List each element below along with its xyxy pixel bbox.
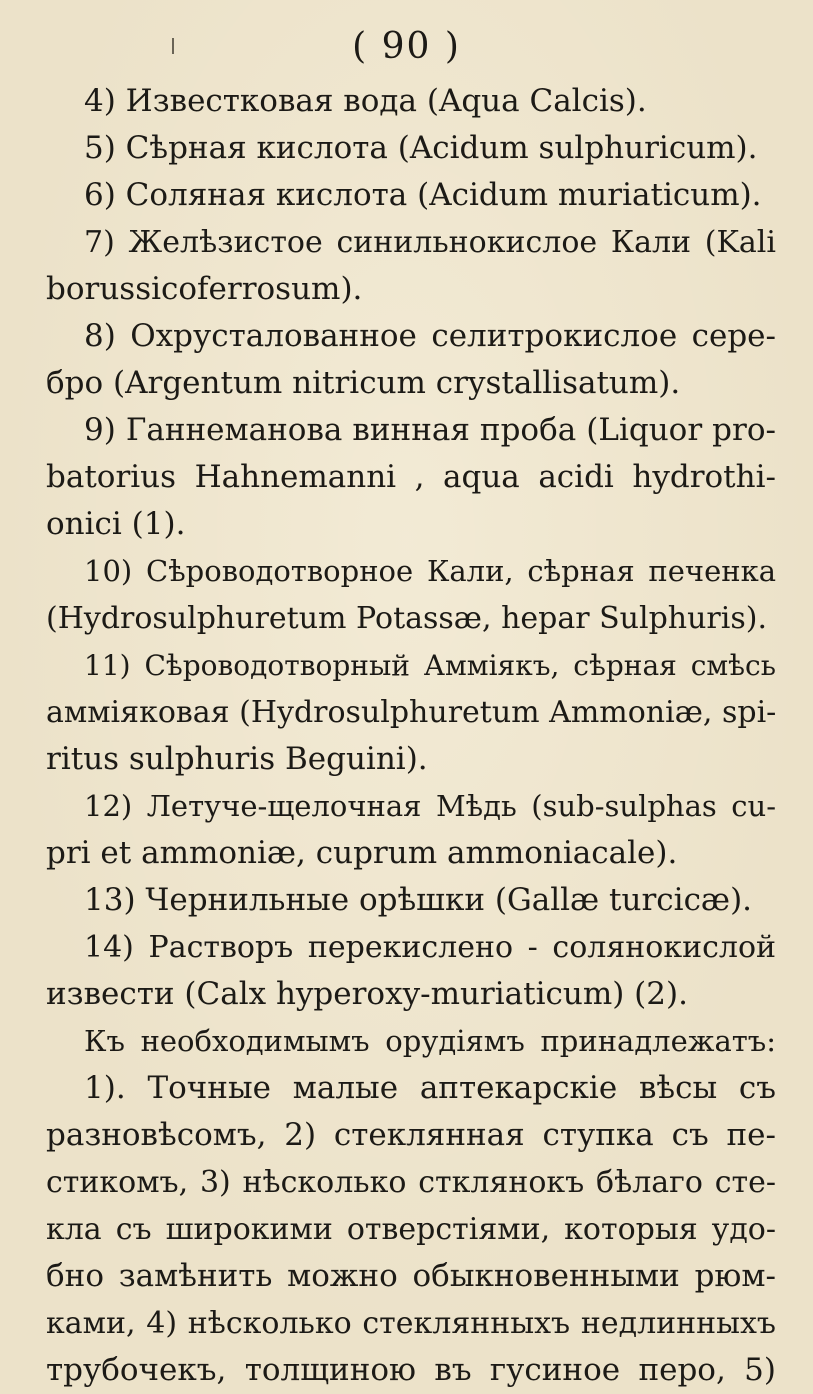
text-line: 5) Сѣрная кислота (Acidum sulphuricum). [84,130,758,166]
text-line: кла съ широкими отверстiями, которыя удо- [46,1212,776,1247]
text-line: Къ необходимымъ орудiямъ принадлежатъ: [84,1024,776,1058]
text-line: 4) Известковая вода (Aqua Calcis). [84,83,647,119]
text-line: бро (Argentum nitricum crystallisatum). [46,365,681,401]
text-line: разновѣсомъ, 2) стеклянная ступка съ пе- [46,1117,776,1153]
text-line: 12) Летуче-щелочная Мѣдь (sub-sulphas cu- [84,789,776,823]
text-line: 9) Ганнеманова винная проба (Liquor pro- [84,412,776,448]
text-line: аммiяковая (Hydrosulphuretum Ammoniæ, spi- [46,695,777,730]
text-line: 14) Растворъ перекислено - солянокислой [84,930,776,965]
page-body-text [46,78,776,1394]
text-line: 10) Сѣроводотворное Кали, сѣрная печенка [84,554,776,588]
text-line: 8) Охрусталованное селитрокислое сере- [84,318,776,354]
text-line: 1). Точные малые аптекарскiе вѣсы съ [84,1070,776,1106]
text-line: 11) Сѣроводотворный Аммiякъ, сѣрная смѣсь [84,649,776,682]
text-line: 7) Желѣзистое синильнокислое Кали (Kali [84,225,776,260]
text-line: borussicoferrosum). [46,271,363,307]
text-line: pri et ammoniæ, cuprum ammoniacale). [46,835,678,871]
text-line: ritus sulphuris Beguini). [46,741,428,777]
text-line: трубочекъ, толщиною въ гусиное перо, 5) [46,1352,776,1388]
text-line: ками, 4) нѣсколько стеклянныхъ недлинныхъ [46,1306,776,1341]
text-line: batorius Hahnemanni , aqua acidi hydrothi- [46,459,776,495]
text-line: бно замѣнить можно обыкновенными рюм- [46,1258,776,1294]
text-line: стикомъ, 3) нѣсколько стклянокъ бѣлаго сте- [46,1165,776,1200]
page-number: ( 90 ) [352,26,461,67]
text-line: извести (Calx hyperoxy-muriaticum) (2). [46,976,688,1012]
text-line: (Hydrosulphuretum Potassæ, hepar Sulphuris). [46,601,767,636]
text-line: 13) Чернильные орѣшки (Gallæ turcicæ). [84,882,753,918]
text-line: onici (1). [46,506,186,542]
text-line: 6) Соляная кислота (Acidum muriaticum). [84,177,762,213]
